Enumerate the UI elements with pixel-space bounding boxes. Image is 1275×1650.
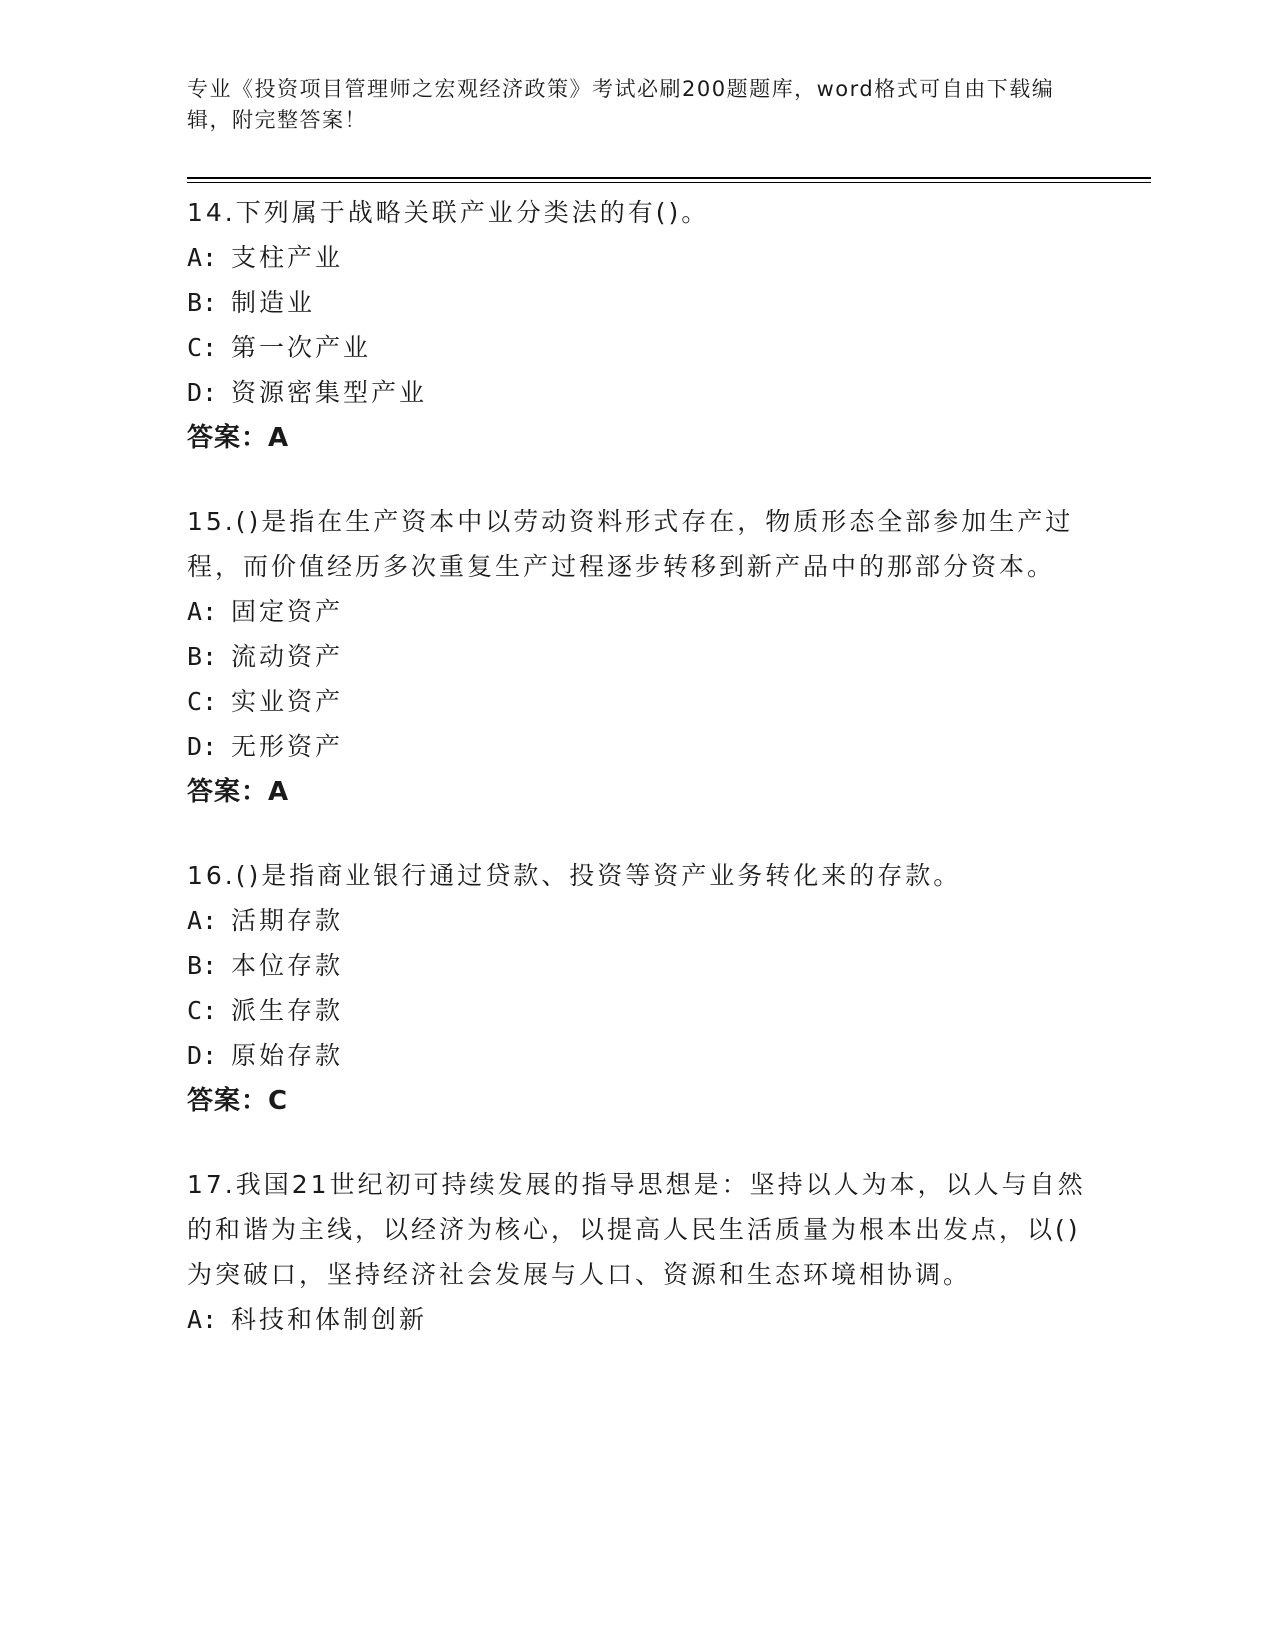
option-label: A: bbox=[187, 243, 218, 272]
option-label: A: bbox=[187, 597, 218, 626]
option-d bbox=[187, 370, 1087, 415]
option-text: 本位存款 bbox=[231, 951, 344, 980]
option-text: 支柱产业 bbox=[231, 243, 344, 272]
option-label: B: bbox=[187, 951, 218, 980]
question-text: 15.()是指在生产资本中以劳动资料形式存在，物质形态全部参加生产过程，而价值经历多次重复生产过程逐步转移到新产品中的那部分资本。 bbox=[187, 507, 1074, 581]
option-text: 活期存款 bbox=[231, 906, 344, 935]
option-text: 原始存款 bbox=[231, 1041, 344, 1070]
document-header: 专业《投资项目管理师之宏观经济政策》考试必刷200题题库，word格式可自由下载编辑，附完整答案！ bbox=[187, 77, 1055, 132]
option-d bbox=[187, 1033, 1087, 1078]
option-b bbox=[187, 943, 1087, 988]
option-b bbox=[187, 280, 1087, 325]
option-label: C: bbox=[187, 333, 218, 362]
option-label: B: bbox=[187, 288, 218, 317]
option-a bbox=[187, 235, 1087, 280]
option-label: D: bbox=[187, 378, 218, 407]
option-a bbox=[187, 898, 1087, 943]
option-text: 流动资产 bbox=[231, 642, 344, 671]
option-b bbox=[187, 634, 1087, 679]
option-text: 科技和体制创新 bbox=[231, 1305, 428, 1334]
option-text: 制造业 bbox=[231, 288, 316, 317]
option-label: C: bbox=[187, 687, 218, 716]
option-a bbox=[187, 1297, 1087, 1342]
option-text: 资源密集型产业 bbox=[231, 378, 428, 407]
option-label: D: bbox=[187, 1041, 218, 1070]
option-text: 第一次产业 bbox=[231, 333, 372, 362]
option-text: 派生存款 bbox=[231, 996, 344, 1025]
option-c bbox=[187, 988, 1087, 1033]
answer: 答案：C bbox=[187, 1086, 289, 1116]
option-c bbox=[187, 679, 1087, 724]
option-label: A: bbox=[187, 906, 218, 935]
header-rule-thin bbox=[187, 182, 1151, 183]
option-label: C: bbox=[187, 996, 218, 1025]
answer: 答案：A bbox=[187, 423, 290, 453]
question-14 bbox=[187, 190, 1087, 461]
option-label: B: bbox=[187, 642, 218, 671]
option-text: 固定资产 bbox=[231, 597, 344, 626]
answer: 答案：A bbox=[187, 777, 290, 807]
option-text: 无形资产 bbox=[231, 732, 344, 761]
option-c bbox=[187, 325, 1087, 370]
question-text: 16.()是指商业银行通过贷款、投资等资产业务转化来的存款。 bbox=[187, 861, 962, 890]
option-label: D: bbox=[187, 732, 218, 761]
option-a bbox=[187, 589, 1087, 634]
option-d bbox=[187, 724, 1087, 769]
option-label: A: bbox=[187, 1305, 218, 1334]
option-text: 实业资产 bbox=[231, 687, 344, 716]
question-text: 17.我国21世纪初可持续发展的指导思想是：坚持以人为本，以人与自然的和谐为主线，以经济为核心，以提高人民生活质量为根本出发点，以()为突破口，坚持经济社会发展与人口、资源和生态环境相协调。 bbox=[187, 1170, 1086, 1289]
question-17 bbox=[187, 1162, 1087, 1342]
header-rule-thick bbox=[187, 177, 1151, 179]
question-text: 14.下列属于战略关联产业分类法的有()。 bbox=[187, 198, 710, 227]
question-16 bbox=[187, 853, 1087, 1124]
question-list bbox=[187, 190, 1087, 1380]
question-15 bbox=[187, 499, 1087, 815]
